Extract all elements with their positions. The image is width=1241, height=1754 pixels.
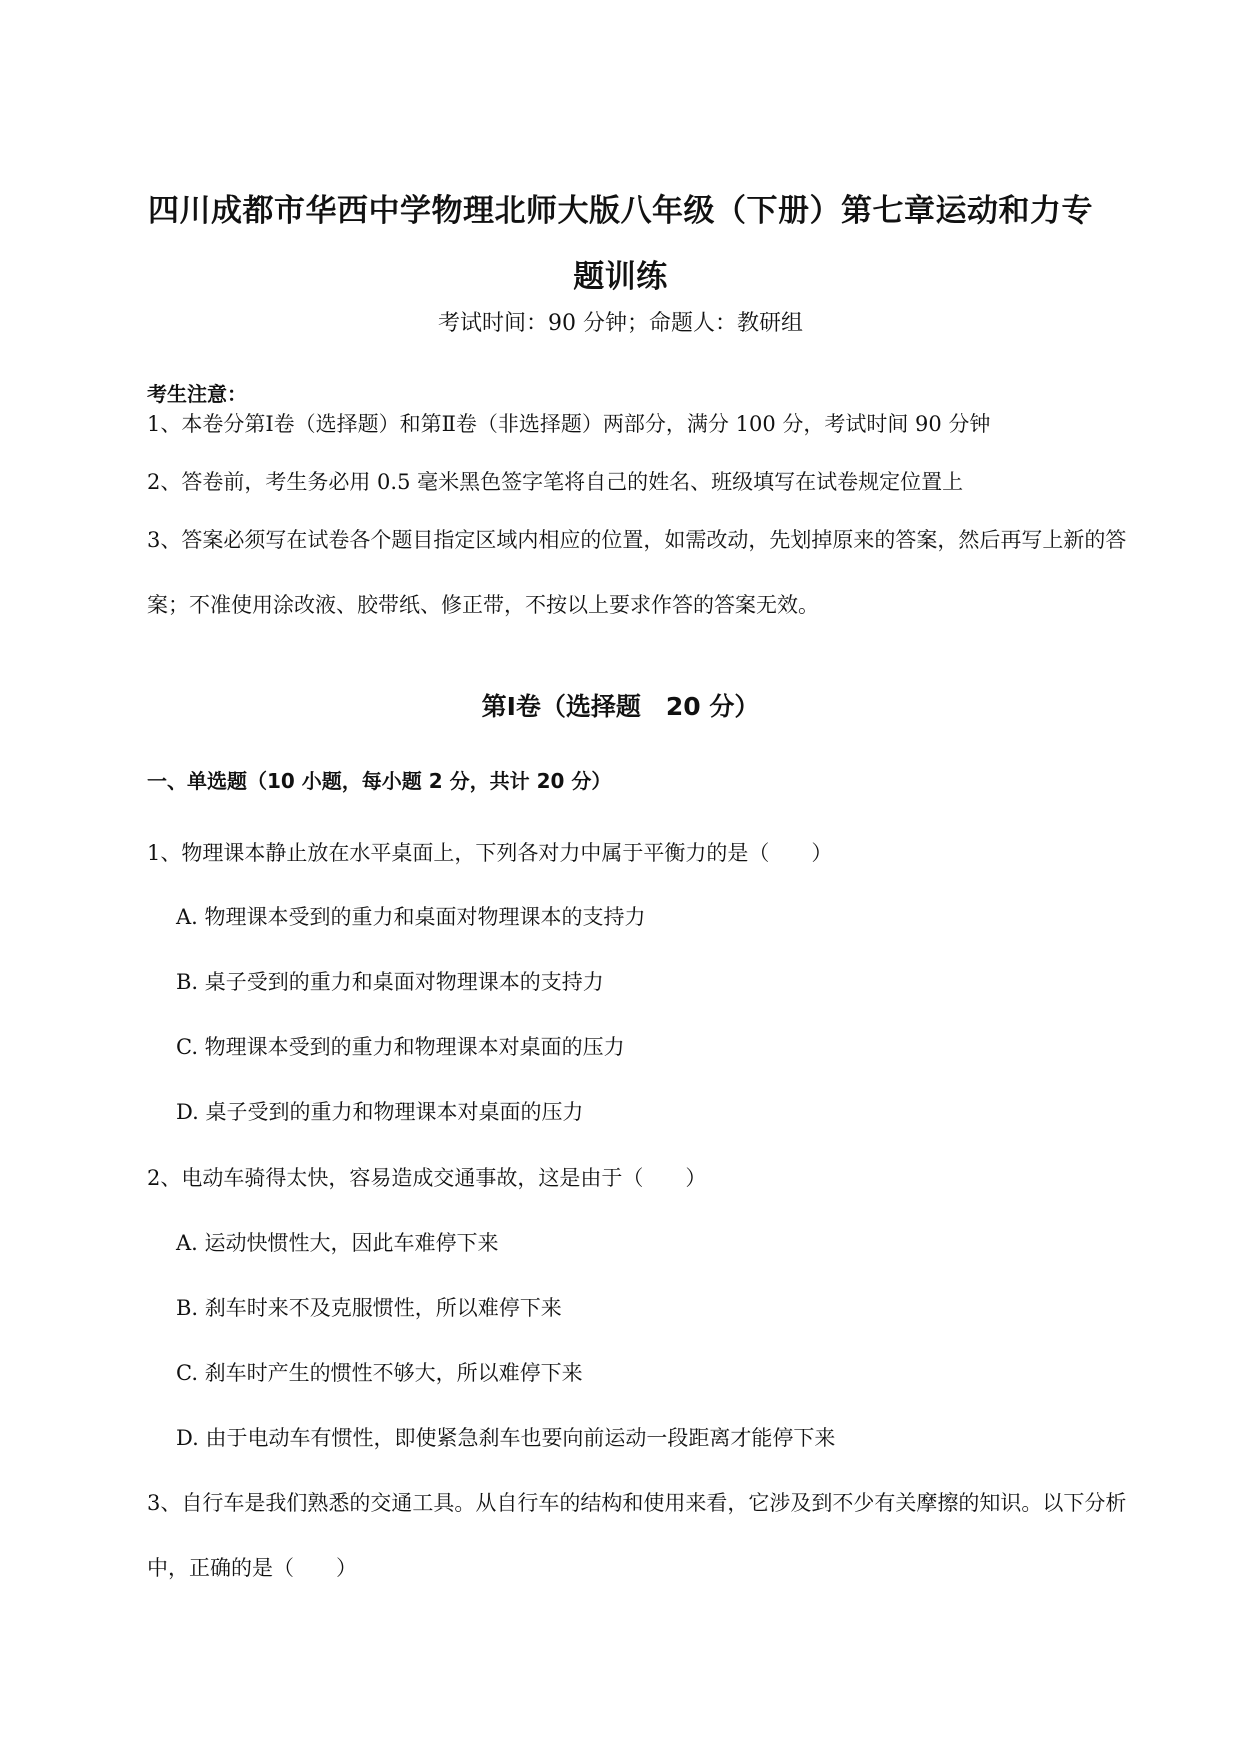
document-title: 四川成都市华西中学物理北师大版八年级（下册）第七章运动和力专题训练 <box>148 193 1093 295</box>
question-stem: 2、电动车骑得太快，容易造成交通事故，这是由于（ ） <box>147 1166 707 1190</box>
question-option: B. 桌子受到的重力和桌面对物理课本的支持力 <box>176 970 604 994</box>
question-option: D. 由于电动车有惯性，即使紧急刹车也要向前运动一段距离才能停下来 <box>176 1426 836 1450</box>
notice-heading: 考生注意： <box>147 382 247 406</box>
question-option: D. 桌子受到的重力和物理课本对桌面的压力 <box>176 1100 584 1124</box>
question-option: C. 物理课本受到的重力和物理课本对桌面的压力 <box>176 1035 625 1059</box>
question-stem: 3、自行车是我们熟悉的交通工具。从自行车的结构和使用来看，它涉及到不少有关摩擦的知识。以下分析中，正确的是（ ） <box>147 1491 1127 1580</box>
section-title: 第Ⅰ卷（选择题 20 分） <box>481 692 760 721</box>
question-stem: 1、物理课本静止放在水平桌面上，下列各对力中属于平衡力的是（ ） <box>147 841 833 865</box>
question-option: C. 刹车时产生的惯性不够大，所以难停下来 <box>176 1361 583 1385</box>
notice-item: 2、答卷前，考生务必用 0.5 毫米黑色签字笔将自己的姓名、班级填写在试卷规定位置上 <box>147 470 964 494</box>
question-option: B. 刹车时来不及克服惯性，所以难停下来 <box>176 1296 562 1320</box>
notice-item: 3、答案必须写在试卷各个题目指定区域内相应的位置，如需改动，先划掉原来的答案，然后再写上新的答案；不准使用涂改液、胶带纸、修正带，不按以上要求作答的答案无效。 <box>147 528 1127 617</box>
exam-meta: 考试时间：90 分钟；命题人：教研组 <box>438 311 803 336</box>
notice-item: 1、本卷分第Ⅰ卷（选择题）和第Ⅱ卷（非选择题）两部分，满分 100 分，考试时间 90 分钟 <box>147 412 991 436</box>
part-heading: 一、单选题（10 小题，每小题 2 分，共计 20 分） <box>147 769 612 793</box>
question-option: A. 运动快惯性大，因此车难停下来 <box>176 1231 499 1255</box>
question-option: A. 物理课本受到的重力和桌面对物理课本的支持力 <box>176 905 646 929</box>
